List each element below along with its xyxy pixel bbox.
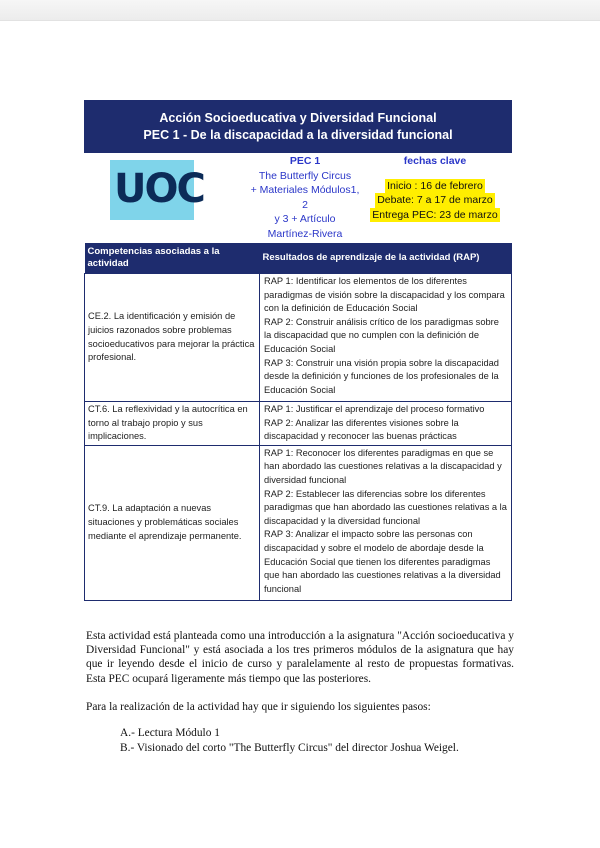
pec-line: y 3 + Artículo	[274, 213, 336, 225]
rap-item: RAP 2: Construir análisis crítico de los paradigmas sobre la discapacidad que no cumplen con la definición de Educación Social	[264, 316, 499, 354]
rap-item: RAP 2: Establecer las diferencias sobre los diferentes paradigmas que han abordado las cuestiones relativas a la discapacidad y la diversidad funcional	[264, 488, 507, 526]
step-item: A.- Lectura Módulo 1	[120, 727, 220, 739]
competencia-cell: CT.9. La adaptación a nuevas situaciones y problemáticas sociales mediante el aprendizaje permanente.	[85, 445, 260, 600]
step-item: B.- Visionado del corto "The Butterfly Circus" del director Joshua Weigel.	[120, 742, 459, 754]
rap-item: RAP 1: Justificar el aprendizaje del proceso formativo	[264, 404, 485, 414]
competencia-cell: CT.6. La reflexividad y la autocrítica en torno al trabajo propio y sus implicaciones.	[85, 402, 260, 446]
document-header	[84, 100, 512, 153]
table-row	[85, 274, 512, 402]
rap-cell	[260, 445, 512, 600]
rap-cell	[260, 402, 512, 446]
table-row	[85, 402, 512, 446]
column-header-rap: Resultados de aprendizaje de la actividad (RAP)	[260, 243, 512, 274]
competencia-cell: CE.2. La identificación y emisión de juicios razonados sobre problemas socioeducativos para mejorar la práctica profesional.	[85, 274, 260, 402]
table-row	[85, 445, 512, 600]
pec-title: PEC 1	[289, 155, 321, 167]
header-subtitle: PEC 1 - De la discapacidad a la diversidad funcional	[143, 127, 453, 142]
date-delivery: Entrega PEC: 23 de marzo	[372, 208, 498, 221]
pec-line: Martínez-Rivera	[267, 227, 343, 240]
uoc-logo	[110, 160, 204, 220]
pec-info	[250, 154, 360, 241]
date-debate: Debate: 7 a 17 de marzo	[377, 194, 493, 206]
logo-text: UOC	[114, 166, 204, 212]
pec-line: + Materiales Módulos1, 2	[250, 184, 360, 211]
key-dates-title: fechas clave	[403, 155, 467, 167]
rap-item: RAP 1: Identificar los elementos de los diferentes paradigmas de visión sobre la discapacidad y los compara con la definición de Educación Social	[264, 276, 505, 314]
rap-item: RAP 1: Reconocer los diferentes paradigmas en que se han abordado las cuestiones relativas a la discapacidad y diversidad funcional	[264, 447, 502, 485]
steps-intro: Para la realización de la actividad hay que ir siguiendo los siguientes pasos:	[86, 701, 431, 713]
header-title: Acción Socioeducativa y Diversidad Funcional	[159, 110, 437, 125]
key-dates	[370, 154, 500, 222]
rap-item: RAP 3: Construir una visión propia sobre la discapacidad desde la definición y funciones de los profesionales de la Educación Social	[264, 357, 499, 395]
rap-cell	[260, 274, 512, 402]
rap-item: RAP 2: Analizar las diferentes visiones sobre la discapacidad y reconocer las buenas prácticas	[264, 417, 459, 442]
viewer-toolbar	[0, 0, 600, 21]
rap-item: RAP 3: Analizar el impacto sobre las personas con discapacidad y sobre el modelo de abordaje desde la Educación Social que tienen los diferentes paradigmas que han abordado las cuestiones relativas a la diversidad funcional	[264, 529, 501, 594]
column-header-competencias: Competencias asociadas a la actividad	[85, 243, 260, 274]
competencies-table	[84, 243, 512, 601]
table-header-row	[85, 243, 512, 274]
intro-paragraph: Esta actividad está planteada como una introducción a la asignatura "Acción socioeducativa y Diversidad Funcional" y está asociada a los tres primeros módulos de la asignatura que hay que ir leyendo desde el inicio de curso y paralelamente al resto de propuestas formativas. Esta PEC ocupará ligeramente más tiempo que las posteriores.	[86, 630, 514, 685]
pec-line: The Butterfly Circus	[258, 169, 352, 182]
date-start: Inicio : 16 de febrero	[387, 179, 483, 192]
